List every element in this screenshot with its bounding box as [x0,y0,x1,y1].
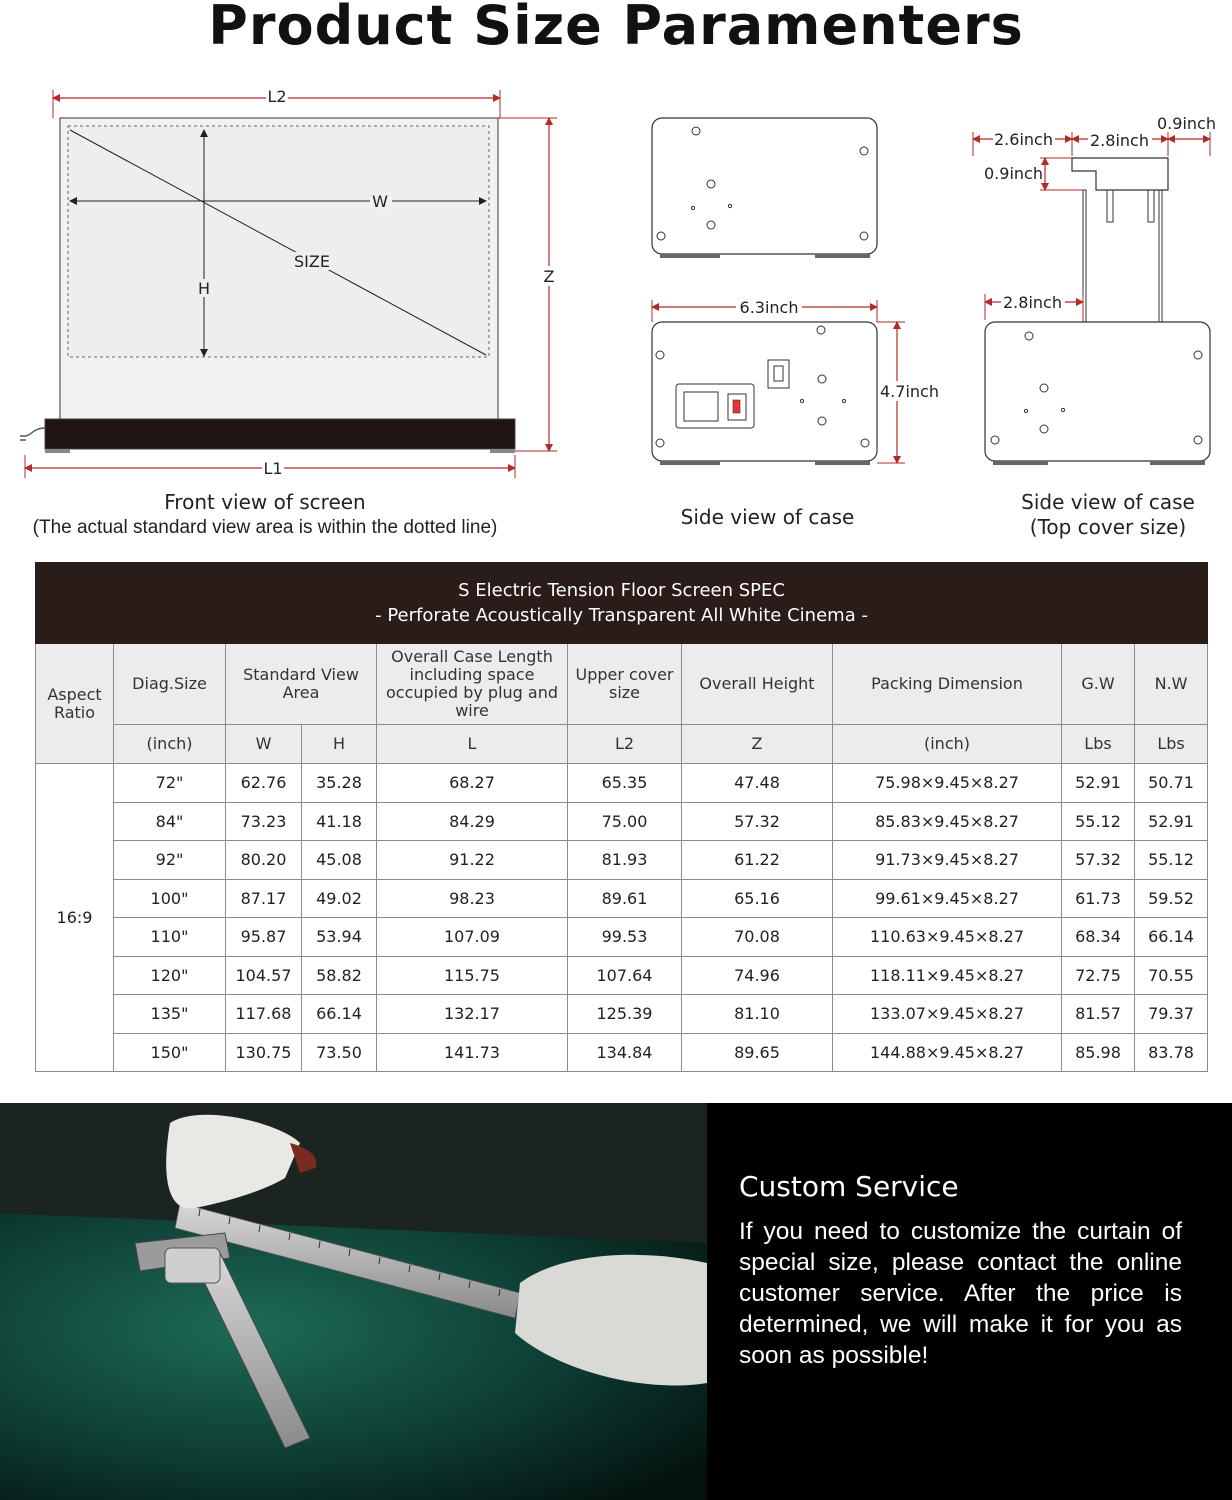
header-upper-cover: Upper cover size [568,644,682,725]
unit-l: L [377,725,568,764]
cell-size: 72" [114,764,226,803]
top-cover-caption-title: Side view of case [1021,490,1195,514]
cell-h: 66.14 [302,995,377,1034]
label-l1: L1 [263,459,283,478]
unit-h: H [302,725,377,764]
custom-service-text: If you need to customize the curtain of special size, please contact the online customer service. After the price is determined, we will make it for you as soon as possible! [739,1218,1182,1369]
cell-size: 135" [114,995,226,1034]
cell-z: 57.32 [682,802,833,841]
cell-nw: 50.71 [1135,764,1208,803]
cell-pack: 91.73×9.45×8.27 [833,841,1062,880]
cell-l2: 107.64 [568,956,682,995]
cell-gw: 81.57 [1062,995,1135,1034]
cell-w: 80.20 [226,841,302,880]
cell-l2: 125.39 [568,995,682,1034]
cell-pack: 133.07×9.45×8.27 [833,995,1062,1034]
front-view-caption-title: Front view of screen [164,490,366,514]
cell-l2: 81.93 [568,841,682,880]
dimension-diagrams [0,80,1232,480]
cell-size: 92" [114,841,226,880]
label-cover-right: 0.9inch [1157,114,1216,133]
table-row [36,918,1208,957]
table-row [36,764,1208,803]
front-view-caption [10,490,520,540]
cell-l2: 75.00 [568,802,682,841]
top-cover-caption [990,490,1226,540]
table-row [36,802,1208,841]
label-cover-mid: 2.8inch [1090,131,1149,150]
front-view-drawing [20,90,557,478]
cell-z: 61.22 [682,841,833,880]
cell-gw: 55.12 [1062,802,1135,841]
table-row [36,995,1208,1034]
header-gw: G.W [1062,644,1135,725]
unit-z: Z [682,725,833,764]
label-cover-lower: 2.8inch [1003,293,1062,312]
cell-gw: 61.73 [1062,879,1135,918]
cell-h: 49.02 [302,879,377,918]
cell-l: 141.73 [377,1033,568,1072]
cell-size: 110" [114,918,226,957]
label-cover-height: 0.9inch [984,164,1043,183]
cell-gw: 85.98 [1062,1033,1135,1072]
cell-l2: 89.61 [568,879,682,918]
header-nw: N.W [1135,644,1208,725]
top-cover-caption-note: (Top cover size) [1029,515,1187,539]
cell-nw: 70.55 [1135,956,1208,995]
table-row [36,841,1208,880]
cell-pack: 85.83×9.45×8.27 [833,802,1062,841]
label-size: SIZE [294,252,330,271]
custom-service-title: Custom Service [739,1170,959,1203]
unit-packing: (inch) [833,725,1062,764]
measuring-tools-photo [0,1103,707,1500]
cell-l: 91.22 [377,841,568,880]
cell-h: 53.94 [302,918,377,957]
cell-pack: 110.63×9.45×8.27 [833,918,1062,957]
case-side-drawing [652,322,877,465]
spec-subtitle: - Perforate Acoustically Transparent All White Cinema - [375,605,868,626]
cell-w: 117.68 [226,995,302,1034]
table-row [36,1033,1208,1072]
cell-z: 81.10 [682,995,833,1034]
header-diag-size: Diag.Size [114,644,226,725]
header-packing: Packing Dimension [833,644,1062,725]
cell-pack: 99.61×9.45×8.27 [833,879,1062,918]
cell-w: 87.17 [226,879,302,918]
front-view-caption-note: (The actual standard view area is within the dotted line) [32,517,498,538]
cell-pack: 144.88×9.45×8.27 [833,1033,1062,1072]
cell-gw: 72.75 [1062,956,1135,995]
spec-table-body [36,764,1208,1072]
unit-w: W [226,725,302,764]
cell-h: 41.18 [302,802,377,841]
cell-l: 68.27 [377,764,568,803]
cell-nw: 55.12 [1135,841,1208,880]
cell-nw: 52.91 [1135,802,1208,841]
cell-l: 98.23 [377,879,568,918]
label-case-height: 4.7inch [880,382,939,401]
cell-w: 104.57 [226,956,302,995]
cell-l: 115.75 [377,956,568,995]
cell-z: 89.65 [682,1033,833,1072]
cell-nw: 59.52 [1135,879,1208,918]
label-w: W [372,192,388,211]
case-top-drawing [652,118,877,258]
spec-title: S Electric Tension Floor Screen SPEC [458,580,785,601]
cell-h: 73.50 [302,1033,377,1072]
cell-h: 45.08 [302,841,377,880]
label-cover-left: 2.6inch [994,130,1053,149]
cell-l2: 65.35 [568,764,682,803]
unit-l2: L2 [568,725,682,764]
cell-size: 150" [114,1033,226,1072]
cell-gw: 52.91 [1062,764,1135,803]
table-row [36,956,1208,995]
cell-nw: 66.14 [1135,918,1208,957]
cell-nw: 79.37 [1135,995,1208,1034]
cell-h: 35.28 [302,764,377,803]
cell-w: 62.76 [226,764,302,803]
cell-pack: 75.98×9.45×8.27 [833,764,1062,803]
header-aspect-ratio: Aspect Ratio [36,644,114,764]
cell-z: 74.96 [682,956,833,995]
cell-w: 73.23 [226,802,302,841]
label-case-width: 6.3inch [739,298,799,317]
spec-header-row [36,644,1208,725]
label-h: H [197,279,211,298]
cell-gw: 68.34 [1062,918,1135,957]
cell-size: 84" [114,802,226,841]
header-view-area: Standard View Area [226,644,377,725]
table-row [36,879,1208,918]
cell-z: 65.16 [682,879,833,918]
spec-title-row [36,563,1208,644]
label-z: Z [543,267,555,286]
header-overall-height: Overall Height [682,644,833,725]
cell-size: 100" [114,879,226,918]
cell-h: 58.82 [302,956,377,995]
header-case-length: Overall Case Length including space occupied by plug and wire [377,644,568,725]
cell-pack: 118.11×9.45×8.27 [833,956,1062,995]
cell-l2: 134.84 [568,1033,682,1072]
unit-nw: Lbs [1135,725,1208,764]
cell-l: 107.09 [377,918,568,957]
spec-unit-row [36,725,1208,764]
spec-table [35,562,1208,1072]
unit-diag: (inch) [114,725,226,764]
cell-gw: 57.32 [1062,841,1135,880]
cell-l: 132.17 [377,995,568,1034]
cell-size: 120" [114,956,226,995]
cell-z: 70.08 [682,918,833,957]
aspect-ratio-cell: 16:9 [36,764,114,1072]
label-l2: L2 [267,87,287,106]
page-title: Product Size Paramenters [208,0,1024,57]
side-view-caption: Side view of case [680,505,855,529]
cell-z: 47.48 [682,764,833,803]
cell-l2: 99.53 [568,918,682,957]
cell-l: 84.29 [377,802,568,841]
cell-w: 130.75 [226,1033,302,1072]
unit-gw: Lbs [1062,725,1135,764]
cell-nw: 83.78 [1135,1033,1208,1072]
cell-w: 95.87 [226,918,302,957]
